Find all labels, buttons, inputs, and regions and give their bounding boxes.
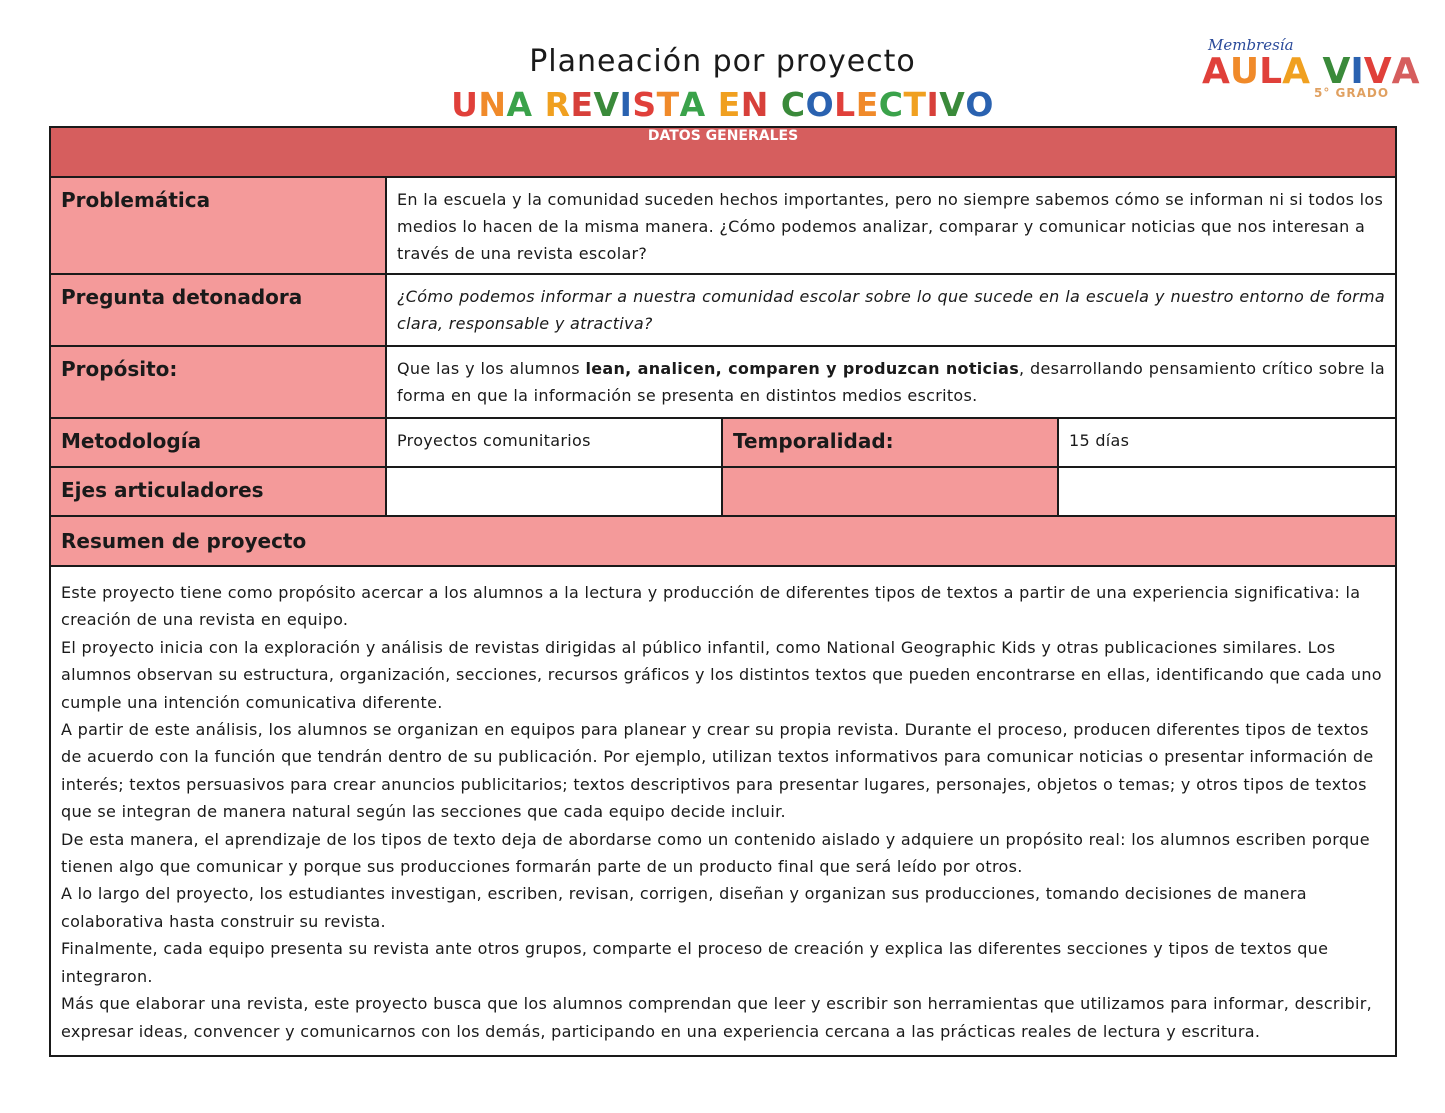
proposito-post: , desarrollando pensamiento crítico sobre la forma en que la información se presenta en distintos medios escritos. bbox=[397, 359, 1386, 405]
row-resumen-body bbox=[50, 566, 1396, 1056]
value-proposito bbox=[386, 346, 1396, 418]
project-name-letter: A bbox=[506, 85, 533, 124]
project-name-letter bbox=[533, 84, 545, 126]
label-metodologia: Metodología bbox=[50, 418, 386, 467]
aula-viva-logo bbox=[1200, 36, 1420, 106]
project-name-letter: U bbox=[451, 85, 479, 124]
project-name-letter: I bbox=[619, 85, 633, 124]
label-proposito: Propósito: bbox=[50, 346, 386, 418]
row-resumen-header bbox=[50, 516, 1396, 566]
logo-membresia: Membresía bbox=[1208, 36, 1294, 54]
project-name-letter: N bbox=[740, 85, 769, 124]
project-name-letter: V bbox=[939, 85, 966, 124]
project-name-letter: C bbox=[780, 85, 806, 124]
label-temporalidad: Temporalidad: bbox=[722, 418, 1058, 467]
logo-letter: I bbox=[1350, 51, 1364, 92]
resumen-paragraph: Este proyecto tiene como propósito acercar a los alumnos a la lectura y producción de diferentes tipos de textos a partir de una experiencia significativa: la creación de una revista en equipo. bbox=[61, 583, 1361, 630]
proposito-bold: lean, analicen, comparen y produzcan noticias bbox=[585, 359, 1020, 378]
logo-letter: L bbox=[1259, 51, 1283, 92]
project-name-letter: O bbox=[965, 85, 994, 124]
logo-grade: 5° GRADO bbox=[1314, 86, 1390, 100]
logo-letter: A bbox=[1202, 51, 1230, 92]
section-header-row bbox=[50, 127, 1396, 177]
value-temporalidad: 15 días bbox=[1058, 418, 1396, 467]
row-problematica bbox=[50, 177, 1396, 274]
project-name-letter: E bbox=[855, 85, 879, 124]
resumen-paragraph: De esta manera, el aprendizaje de los tipos de texto deja de abordarse como un contenido aislado y adquiere un propósito real: los alumnos escriben porque tienen algo que comunicar y porque sus producciones formarán parte de un producto final que será leído por otros. bbox=[61, 829, 1370, 877]
project-name-letter: L bbox=[834, 85, 856, 124]
resumen-paragraph: El proyecto inicia con la exploración y análisis de revistas dirigidas al público infantil, como National Geographic Kids y otras publicaciones similares. Los alumnos observan su estructura, organización, secciones, recursos gráficos y los distintos textos que pueden encontrarse en ellas, identificando que cada uno cumple una intención comunicativa diferente. bbox=[61, 637, 1382, 712]
value-metodologia: Proyectos comunitarios bbox=[386, 418, 722, 467]
row-metodologia bbox=[50, 418, 1396, 467]
value-ejes bbox=[386, 467, 722, 516]
logo-letter: A bbox=[1391, 51, 1420, 92]
section-title: DATOS GENERALES bbox=[50, 127, 1396, 177]
resumen-paragraph: A lo largo del proyecto, los estudiantes investigan, escriben, revisan, corrigen, diseñan y organizan sus producciones, tomando decisiones de manera colaborativa hasta construir su revista. bbox=[61, 884, 1307, 931]
row-ejes bbox=[50, 467, 1396, 516]
resumen-paragraph: Más que elaborar una revista, este proyecto busca que los alumnos comprendan que leer y escribir son herramientas que utilizamos para informar, describir, expresar ideas, convencer y comunicarnos con los demás, participando en una experiencia cercana a las prácticas reales de lectura y escritura. bbox=[61, 994, 1373, 1041]
project-name-letter: O bbox=[805, 85, 835, 124]
project-name-letter: T bbox=[903, 85, 927, 124]
label-problematica: Problemática bbox=[50, 177, 386, 274]
label-pregunta: Pregunta detonadora bbox=[50, 274, 386, 346]
project-name-letter: E bbox=[717, 85, 741, 124]
row-proposito bbox=[50, 346, 1396, 418]
datos-generales-table bbox=[49, 126, 1397, 1057]
project-name-letter: R bbox=[544, 85, 571, 124]
value-problematica: En la escuela y la comunidad suceden hechos importantes, pero no siempre sabemos cómo se informan ni si todos los medios lo hacen de la misma manera. ¿Cómo podemos analizar, comparar y comunicar noticias que nos interesan a través de una revista escolar? bbox=[386, 177, 1396, 274]
proposito-pre: Que las y los alumnos bbox=[397, 359, 586, 378]
project-name-letter bbox=[706, 84, 718, 126]
logo-letter: V bbox=[1322, 51, 1351, 92]
project-name-letter: V bbox=[593, 85, 620, 124]
project-name-letter: E bbox=[570, 85, 594, 124]
logo-letter: A bbox=[1282, 51, 1310, 92]
label-resumen: Resumen de proyecto bbox=[50, 516, 1396, 566]
project-name-letter: T bbox=[656, 85, 680, 124]
project-name-letter: N bbox=[478, 85, 507, 124]
logo-letter: V bbox=[1363, 51, 1392, 92]
project-name-letter bbox=[769, 84, 781, 126]
resumen-paragraph: A partir de este análisis, los alumnos se organizan en equipos para planear y crear su propia revista. Durante el proceso, producen diferentes tipos de textos de acuerdo con la función que tendrán dentro de su publicación. Por ejemplo, utilizan textos informativos para comunicar noticias o presentar información de interés; textos persuasivos para crear anuncios publicitarios; textos descriptivos para presentar lugares, personajes, objetos o temas; y otros tipos de textos que se integran de manera natural según las secciones que cada equipo decide incluir. bbox=[61, 720, 1374, 822]
value-pregunta: ¿Cómo podemos informar a nuestra comunidad escolar sobre lo que sucede en la escuela y nuestro entorno de forma clara, responsable y atractiva? bbox=[386, 274, 1396, 346]
ejes-blank-white bbox=[1058, 467, 1396, 516]
resumen-body bbox=[50, 566, 1396, 1056]
label-ejes: Ejes articuladores bbox=[50, 467, 386, 516]
project-name-letter: A bbox=[679, 85, 706, 124]
project-name-letter: C bbox=[878, 85, 904, 124]
row-pregunta bbox=[50, 274, 1396, 346]
ejes-blank-pink bbox=[722, 467, 1058, 516]
resumen-paragraph: Finalmente, cada equipo presenta su revista ante otros grupos, comparte el proceso de creación y explica las diferentes secciones y tipos de textos que integraron. bbox=[61, 939, 1329, 986]
project-name-letter: I bbox=[926, 85, 940, 124]
page-title: Planeación por proyecto bbox=[529, 44, 916, 79]
project-name-letter: S bbox=[632, 85, 657, 124]
logo-letter: U bbox=[1229, 51, 1260, 92]
